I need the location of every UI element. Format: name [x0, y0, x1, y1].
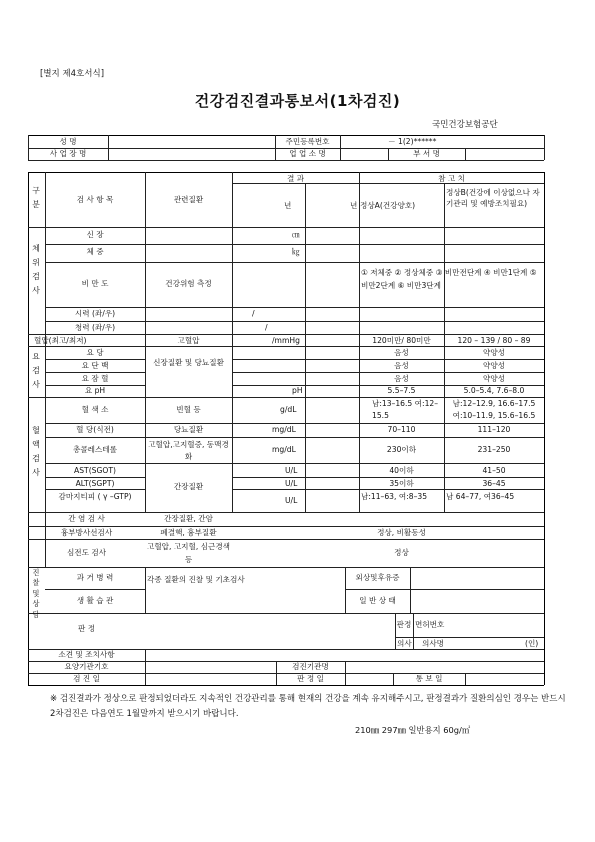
chest-xray-label: 흉부방사선검사 [60, 528, 113, 537]
normal-a-header: 정상A(건강양호) [360, 201, 416, 210]
normal-b-header: 정상B(건강에 이상없으나 자기관리 및 예방조치필요) [446, 188, 540, 208]
general-state-label: 일 반 상 태 [359, 596, 396, 605]
history-related: 각종 질환의 진찰 및 기초검사 [147, 575, 245, 584]
urine-protein-ref-a: 음성 [394, 361, 409, 370]
urine-protein-ref-b: 약양성 [482, 361, 505, 370]
form-number: [별지 제4호서식] [40, 69, 105, 79]
urine-sugar-ref-a: 음성 [394, 348, 409, 357]
related-header: 관련질환 [173, 195, 204, 204]
urine-blood-label: 요 잠 혈 [81, 374, 109, 383]
hemoglobin-ref-a: 남:13–16.5 여:12–15.5 [372, 399, 439, 420]
urine-blood-ref-a: 음성 [394, 374, 409, 383]
alt-unit: U/L [285, 479, 298, 488]
weight-unit: ㎏ [292, 247, 300, 256]
urine-ph-ref-a: 5.5–7.5 [387, 386, 416, 395]
liver-related: 간장질환 [173, 482, 204, 491]
urine-ph-unit: pH [292, 386, 303, 395]
name-label: 성 명 [59, 137, 77, 146]
group-urine: 요검사 [32, 352, 40, 389]
hepatitis-label: 간 염 검 사 [68, 514, 105, 523]
ggt-ref-b: 남 64–77, 여36–45 [446, 492, 515, 501]
judgment-label: 판 정 [77, 624, 96, 633]
department-field[interactable] [467, 150, 542, 160]
institution-name-label: 검진기관명 [292, 662, 329, 671]
ast-ref-b: 41–50 [482, 466, 506, 475]
ast-ref-a: 40이하 [389, 466, 414, 475]
doctor-name-label: 의사명 [422, 639, 445, 648]
exam-date-label: 검 진 일 [73, 674, 100, 683]
group-consult: 진찰및상담 [32, 568, 40, 619]
urine-sugar-ref-b: 약양성 [482, 348, 505, 357]
footnote: ※ 검진결과가 정상으로 판정되었더라도 지속적인 건강관리를 통해 현재의 건강을 계속 유지해주시고, 판정결과가 질환의심인 경우는 반드시 2차검진은 다음연도 1월말까지 받으시기 바랍니다. [50, 694, 566, 720]
paper-spec: 210㎜ 297㎜ 일반용지 60g/㎡ [355, 725, 471, 735]
judgment-date-label: 판 정 일 [297, 674, 324, 683]
rrn-label: 주민등록번호 [285, 137, 330, 146]
hemoglobin-unit: g/dL [280, 405, 297, 414]
obesity-label: 비 만 도 [81, 279, 109, 288]
urine-ph-ref-b: 5.0–5.4, 7.6–8.0 [463, 386, 525, 395]
lifestyle-label: 생 활 습 관 [76, 596, 114, 605]
vision-label: 시력 (좌/우) [74, 309, 116, 318]
urine-related: 신장질환 및 당뇨질환 [153, 358, 224, 367]
glucose-ref-a: 70–110 [387, 425, 416, 434]
chest-xray-related: 폐결핵, 흉부질환 [160, 528, 217, 537]
cholesterol-related: 고혈압,고지혈증, 동맥경화 [148, 440, 229, 462]
glucose-unit: mg/dL [272, 425, 296, 434]
hepatitis-related: 간장질환, 간암 [164, 514, 213, 523]
alt-ref-a: 35이하 [389, 479, 414, 488]
hemoglobin-label: 혈 색 소 [81, 405, 109, 414]
weight-label: 체 중 [86, 247, 104, 256]
ggt-unit: U/L [285, 496, 298, 505]
glucose-related: 당뇨질환 [173, 425, 204, 434]
bp-unit: /mmHg [272, 336, 300, 345]
ast-unit: U/L [285, 466, 298, 475]
cholesterol-label: 총콜레스테롤 [72, 445, 117, 454]
seal-mark: (인) [525, 639, 539, 648]
urine-ph-label: 요 pH [84, 386, 106, 395]
header-top-border [28, 135, 544, 136]
group-body: 체위검사 [32, 244, 40, 295]
notice-date-label: 통 보 일 [415, 674, 443, 683]
history-label: 과 거 병 력 [76, 573, 114, 582]
table-right-border [544, 172, 545, 685]
workplace-label: 사 업 장 명 [49, 149, 87, 158]
hearing-separator: / [265, 323, 268, 332]
ast-label: AST(SGOT) [74, 466, 116, 475]
document-title: 건강검진결과통보서(1차검진) [194, 92, 401, 110]
cholesterol-ref-a: 230이하 [386, 445, 417, 454]
injury-label: 외상및후유증 [355, 573, 400, 582]
year2-header: 년 [350, 201, 358, 210]
hemoglobin-related: 빈혈 등 [176, 405, 201, 414]
ggt-ref-a: 남:11–63, 여:8–35 [361, 492, 428, 501]
table-top-border [28, 172, 544, 173]
vision-separator: / [252, 309, 255, 318]
bp-ref-b: 120 – 139 / 80 – 89 [457, 336, 531, 345]
business-label: 업 업 소 명 [289, 149, 326, 158]
table-bottom-border [28, 685, 544, 686]
obesity-reference: ① 저체중 ② 정상체중 ③ 비만전단계 ④ 비만1단계 ⑤ 비만2단계 ⑥ 비만3단계 [361, 268, 537, 291]
alt-ref-b: 36–45 [482, 479, 506, 488]
glucose-label: 혈 당(식전) [76, 425, 114, 434]
result-header: 결 과 [286, 174, 305, 183]
height-label: 신 장 [86, 230, 104, 239]
category-header: 구분 [32, 186, 40, 209]
header-bottom-border [28, 160, 544, 161]
height-unit: ㎝ [292, 230, 300, 239]
license-label: 면허번호 [415, 620, 445, 629]
doctor-label: 의사 [397, 639, 412, 648]
obesity-related: 건강위험 측정 [165, 279, 212, 288]
header-row-line [28, 148, 544, 149]
rrn-value[interactable]: － 1(2)****** [388, 137, 437, 146]
cholesterol-ref-b: 231–250 [477, 445, 511, 454]
year1-header: 년 [284, 201, 292, 210]
bp-label: 혈압(최고/최저) [34, 336, 87, 345]
business-field[interactable] [342, 150, 386, 160]
name-field[interactable] [110, 138, 273, 148]
ecg-ref-a: 정상 [394, 548, 409, 557]
urine-blood-ref-b: 약양성 [482, 374, 505, 383]
workplace-field[interactable] [110, 150, 273, 160]
reference-header: 참 고 치 [438, 174, 465, 183]
cholesterol-unit: mg/dL [272, 445, 296, 454]
bp-ref-a: 120미만/ 80미만 [372, 336, 431, 345]
judgment-small-label: 판정 [396, 620, 412, 629]
hemoglobin-ref-b: 남:12–12.9, 16.6–17.5 여:10–11.9, 15.6–16.5 [452, 399, 536, 420]
urine-protein-label: 요 단 백 [81, 361, 109, 370]
department-label: 부 서 명 [413, 149, 440, 158]
bp-related: 고혈압 [177, 336, 200, 345]
ecg-label: 심전도 검사 [66, 548, 107, 557]
table-left-border [28, 172, 29, 685]
group-blood: 혈액검사 [32, 426, 40, 477]
item-header: 검 사 항 목 [76, 195, 114, 204]
alt-label: ALT(SGPT) [75, 479, 115, 488]
chest-xray-ref-a: 정상, 비활동성 [377, 528, 426, 537]
opinion-label: 소견 및 조치사항 [58, 650, 115, 659]
institution-code-label: 요양기관기호 [64, 662, 109, 671]
ggt-label: 감마지티피 ( γ –GTP) [58, 492, 132, 501]
glucose-ref-b: 111–120 [477, 425, 511, 434]
issuer: 국민건강보험공단 [432, 120, 498, 130]
urine-sugar-label: 요 당 [86, 348, 104, 357]
ecg-related: 고혈압, 고지혈, 심근경색 등 [147, 542, 231, 564]
hearing-label: 청력 (좌/우) [74, 323, 116, 332]
judgment-field[interactable] [147, 616, 393, 646]
